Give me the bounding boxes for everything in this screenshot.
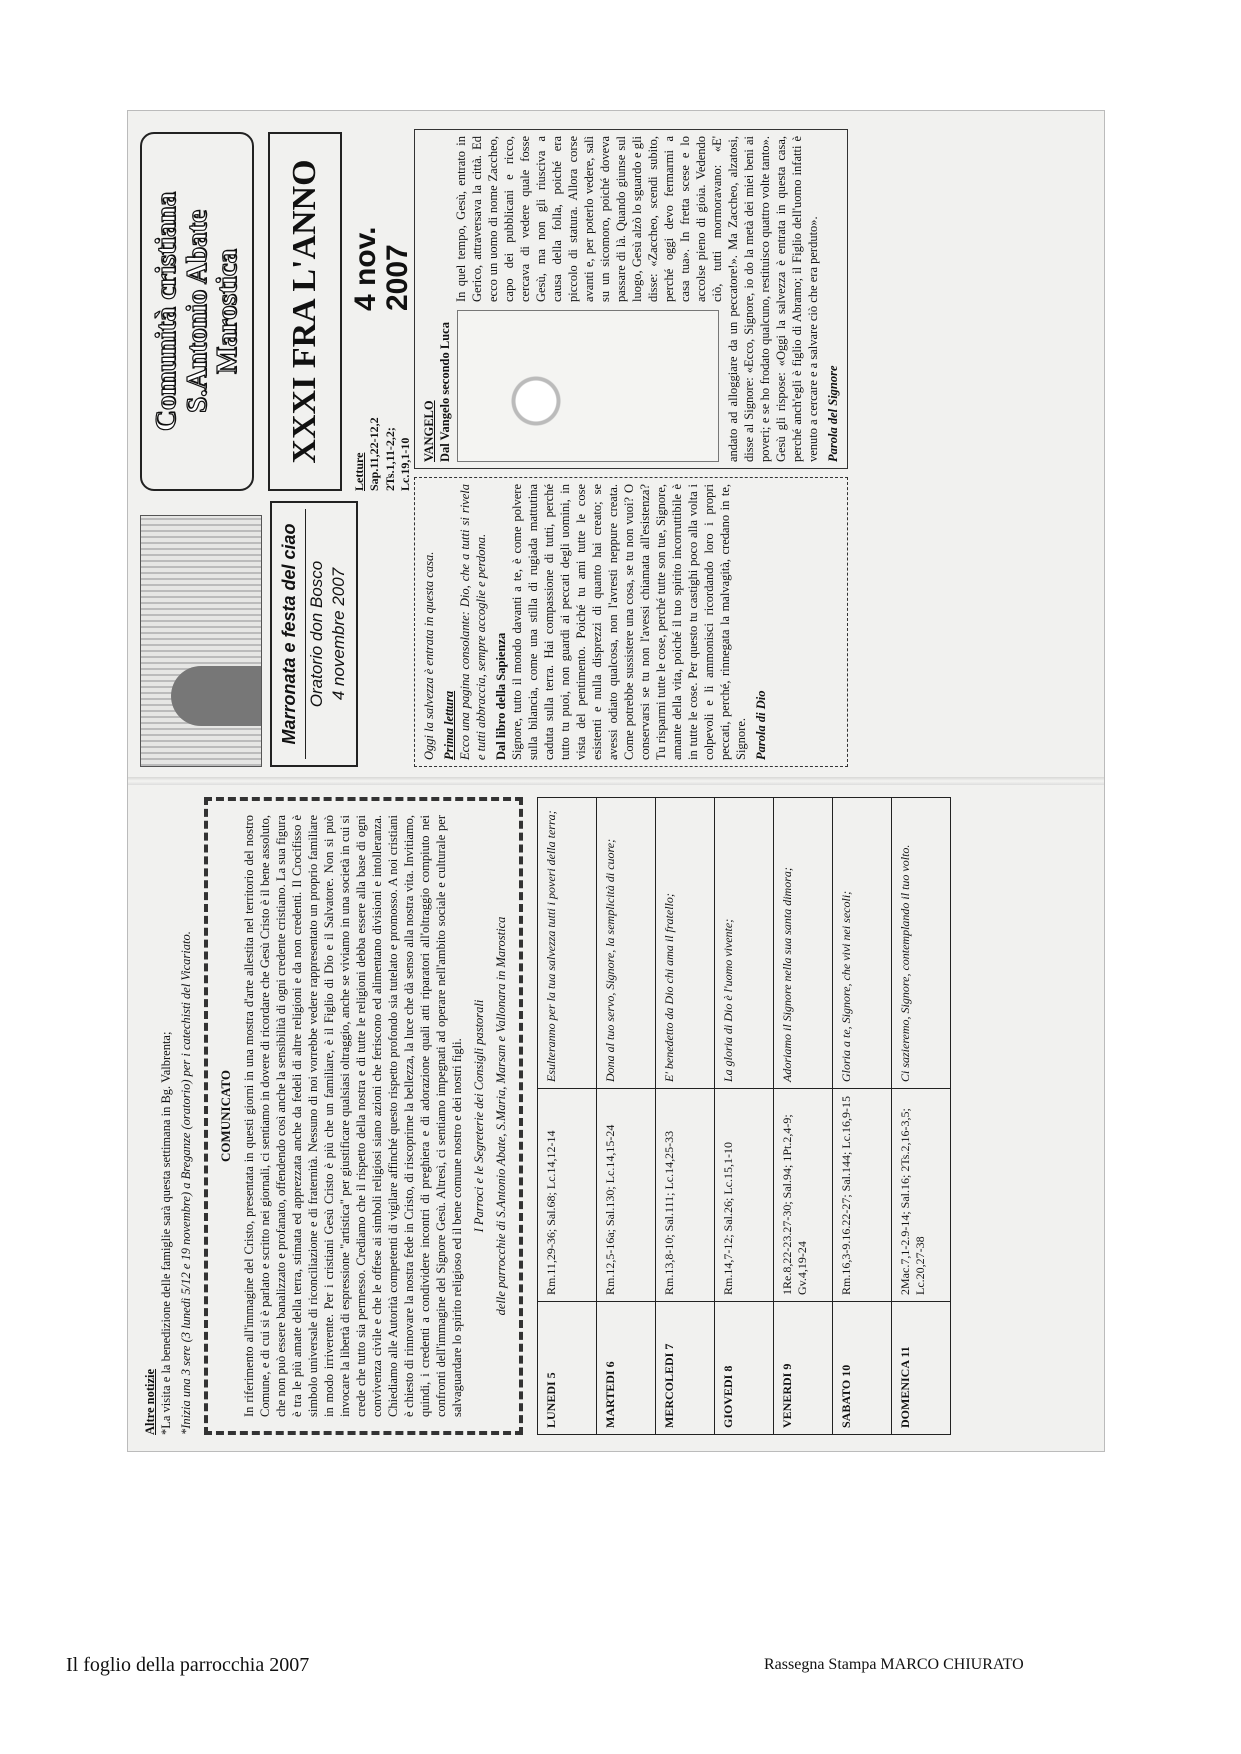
scanned-leaflet	[127, 110, 1105, 1452]
sunday-date-line: 2007	[380, 244, 414, 311]
altre-notizie-item: *Inizia una 3 sere (3 lunedì 5/12 e 19 novembre) a Breganze (oratorio) per i catechisti del Vicariato.	[179, 931, 193, 1435]
table-row	[891, 798, 950, 1435]
table-row	[832, 798, 891, 1435]
psalm-cell: E' benedetto da Dio chi ama il fratello;	[655, 798, 714, 1089]
day-cell: MERCOLEDI 7	[655, 1302, 714, 1435]
table-row	[537, 798, 596, 1435]
psalm-cell: Dona al tuo servo, Signore, la semplicità di cuore;	[596, 798, 655, 1089]
comunicato-box	[204, 797, 523, 1435]
psalm-cell: Ci sazieremo, Signore, contemplando il tuo volto.	[891, 798, 950, 1089]
logo-line: Comunità cristiana	[150, 191, 183, 432]
comunicato-signature-parishes: delle parrocchie di S.Antonio Abate, S.Maria, Marsan e Vallonara in Marostica	[493, 916, 508, 1316]
prima-lettura-intro: Oggi la salvezza è entrata in questa casa.	[422, 551, 436, 760]
readings-columns	[414, 127, 848, 767]
psalm-cell: Esulteranno per la tua salvezza tutti i poveri della terra;	[537, 798, 596, 1089]
day-cell: LUNEDI 5	[537, 1302, 596, 1435]
leaflet-rotated-content	[128, 111, 1104, 1451]
table-row	[655, 798, 714, 1435]
town-engraving-image	[140, 515, 262, 767]
vangelo-box	[414, 129, 848, 469]
psalm-cell: La gloria di Dio è l'uomo vivente;	[714, 798, 773, 1089]
table-row	[596, 798, 655, 1435]
event-place: Oratorio don Bosco	[307, 560, 327, 708]
sunday-title: XXXI FRA L'ANNO	[268, 132, 342, 491]
prima-lettura-title: Prima lettura	[442, 690, 456, 760]
readings-cell: 2Mac.7,1-2.9-14; Sal.16; 2Ts.2,16-3,5; Lc.20,27-38	[891, 1089, 950, 1302]
vangelo-book: Dal Vangelo secondo Luca	[438, 322, 452, 462]
event-date: 4 novembre 2007	[328, 567, 348, 701]
day-cell: SABATO 10	[832, 1302, 891, 1435]
prima-lettura-book: Dal libro della Sapienza	[494, 632, 508, 760]
altre-notizie-item: *La visita e la benedizione delle famiglie sarà questa settimana in Bg. Valbrenta;	[159, 1031, 173, 1435]
table-row	[773, 798, 832, 1435]
comunicato-text: In riferimento all'immagine del Cristo, presentata in questi giorni in una mostra d'arte allestita nel territorio del nostro Comune, e di cui si è parlato e scritto nei giornali, ci sentiamo in dovere di ricordare che Gesù Cristo è il bene assoluto, che non può essere banalizzato e profanato, offendendo così anche la sensibilità di ogni credente cristiano. La sua figura è tra le più amate della terra, stimata ed apprezzata anche da fedeli di altre religioni e da non credenti. Il Crocifisso è simbolo universale di riconciliazione e di fraternità. Nessuno di noi vorrebbe vedere rappresentato un proprio familiare in modo irriverente. Per i cristiani Gesù Cristo è più che un familiare, è il Figlio di Dio e il Salvatore. Non si può invocare la libertà di espressione "artistica" per giustificare qualsiasi oltraggio, anche se viviamo in una società in cui si crede che tutto sia permesso. Crediamo che il rispetto della nostra e di tutte le religioni debba essere alla base di ogni convivenza civile e che le offese ai simboli religiosi siano azioni che feriscono ed alimentano divisioni e intolleranza. Chiediamo alle Autorità competenti di vigilare affinché questo rispetto profondo sia tutelato e promosso. A noi cristiani è chiesto di rinnovare la nostra fede in Cristo, di riscoprirne la bellezza, la luce che dà senso alla nostra vita. Invitiamo, quindi, i credenti a condividere incontri di preghiera e di adorazione quali atti riparatori all'oltraggio compiuto nei confronti dell'immagine del Signore Gesù. Altresì, ci sentiamo impegnati ad operare nell'ambito sociale e culturale per salvaguardare lo spirito religioso ed il bene comune nostro e dei nostri figli.	[241, 815, 464, 1417]
leaflet-back-page	[128, 781, 1104, 1451]
sunday-date-line: 4 nov.	[349, 226, 382, 311]
readings-cell: Rm.14,7-12; Sal.26; Lc.15,1-10	[714, 1089, 773, 1302]
parish-logo	[140, 132, 254, 491]
event-title: Marronata e festa del ciao	[278, 509, 306, 759]
vangelo-text: In quel tempo, Gesù, entrato in Gerico, attraversava la città. Ed ecco un uomo di nome Zaccheo, capo dei pubblicani e ricco, cercava di vedere quale fosse Gesù, ma non gli riusciva a causa della folla, poiché era piccolo di statura. Allora corse avanti e, per poterlo vedere, salì su un sicomoro, poiché doveva passare di là. Quando giunse sul luogo, Gesù alzò lo sguardo e gli disse: «Zaccheo, scendi subito, perché oggi devo fermarmi a casa tua». In fretta scese e lo accolse pieno di gioia. Vedendo ciò, tutti mormoravano: «E' andato ad alloggiare da un peccatore!». Ma Zaccheo, alzatosi, disse al Signore: «Ecco, Signore, io do la metà dei miei beni ai poveri; e se ho frodato qualcuno, restituisco quattro volte tanto». Gesù gli rispose: «Oggi la salvezza è entrata in questa casa, perché anch'egli è figlio di Abramo; il Figlio dell'uomo infatti è venuto a cercare e a salvare ciò che era perduto».	[454, 136, 820, 462]
vangelo-title: VANGELO	[422, 400, 436, 462]
day-cell: VENERDI 9	[773, 1302, 832, 1435]
altre-notizie-title: Altre notizie	[143, 1368, 157, 1435]
prima-lettura-close: Parola di Dio	[754, 690, 768, 760]
psalm-cell: Adoriamo il Signore nella sua santa dimora;	[773, 798, 832, 1089]
day-cell: MARTEDI 6	[596, 1302, 655, 1435]
letture-line: Lc.19,1-10	[398, 437, 413, 491]
letture-block	[352, 341, 413, 491]
psalm-cell: Gloria a te, Signore, che vivi nei secoli;	[832, 798, 891, 1089]
prima-lettura-lead: Ecco una pagina consolante: Dio, che a tutti si rivela e tutti abbraccia, sempre accoglie e perdona.	[458, 484, 488, 760]
footer-credit: Rassegna Stampa MARCO CHIURATO	[764, 1656, 1024, 1673]
prima-lettura-box	[414, 477, 848, 767]
letture-title: Letture	[352, 452, 366, 491]
readings-cell: Rm.12,5-16a; Sal.130; Lc.14,15-24	[596, 1089, 655, 1302]
sunday-date	[350, 227, 413, 311]
logo-line: Marostica	[211, 248, 244, 375]
letture-line: Sap.11,22-12,2	[367, 417, 382, 491]
comunicato-title: COMUNICATO	[218, 1070, 233, 1162]
table-row	[714, 798, 773, 1435]
footer-title: Il foglio della parrocchia 2007	[66, 1654, 310, 1676]
day-cell: GIOVEDI 8	[714, 1302, 773, 1435]
prima-lettura-text: Signore, tutto il mondo davanti a te, è come polvere sulla bilancia, come una stilla di rugiada mattutina caduta sulla terra. Hai compassione di tutti, perché tutto tu puoi, non guardi ai peccati degli uomini, in vista del pentimento. Poiché tu ami tutte le cose esistenti e nulla disprezzi di quanto hai creato; se avessi odiato qualcosa, non l'avresti neppure creata. Come potrebbe sussistere una cosa, se tu non vuoi? O conservarsi se tu non l'avessi chiamata all'esistenza? Tu risparmi tutte le cose, perché tutte son tue, Signore, amante della vita, poiché il tuo spirito incorruttibile è in tutte le cose. Per questo tu castighi poco alla volta i colpevoli e li ammonisci ricordando loro i propri peccati, perché, rinnegata la malvagità, credano in te, Signore.	[510, 484, 748, 760]
readings-cell: Rm.11,29-36; Sal.68; Lc.14,12-14	[537, 1089, 596, 1302]
readings-cell: Rm.13,8-10; Sal.111; Lc.14,25-33	[655, 1089, 714, 1302]
readings-cell: 1Re.8,22-23.27-30; Sal.94; 1Pt.2,4-9; Gv.4,19-24	[773, 1089, 832, 1302]
vangelo-close: Parola del Signore	[826, 365, 840, 462]
readings-cell: Rm.16,3-9.16.22-27; Sal.144; Lc.16,9-15	[832, 1089, 891, 1302]
event-box	[270, 501, 358, 767]
comunicato-signature: I Parroci e le Segreterie dei Consigli pastorali	[471, 999, 486, 1233]
weekly-readings-table	[537, 797, 951, 1435]
day-cell: DOMENICA 11	[891, 1302, 950, 1435]
logo-line: S.Antonio Abate	[180, 209, 213, 414]
leaflet-front-page	[128, 111, 1104, 781]
zacchaeus-illustration	[457, 310, 719, 462]
letture-line: 2Ts.1,11-2,2;	[382, 427, 397, 491]
